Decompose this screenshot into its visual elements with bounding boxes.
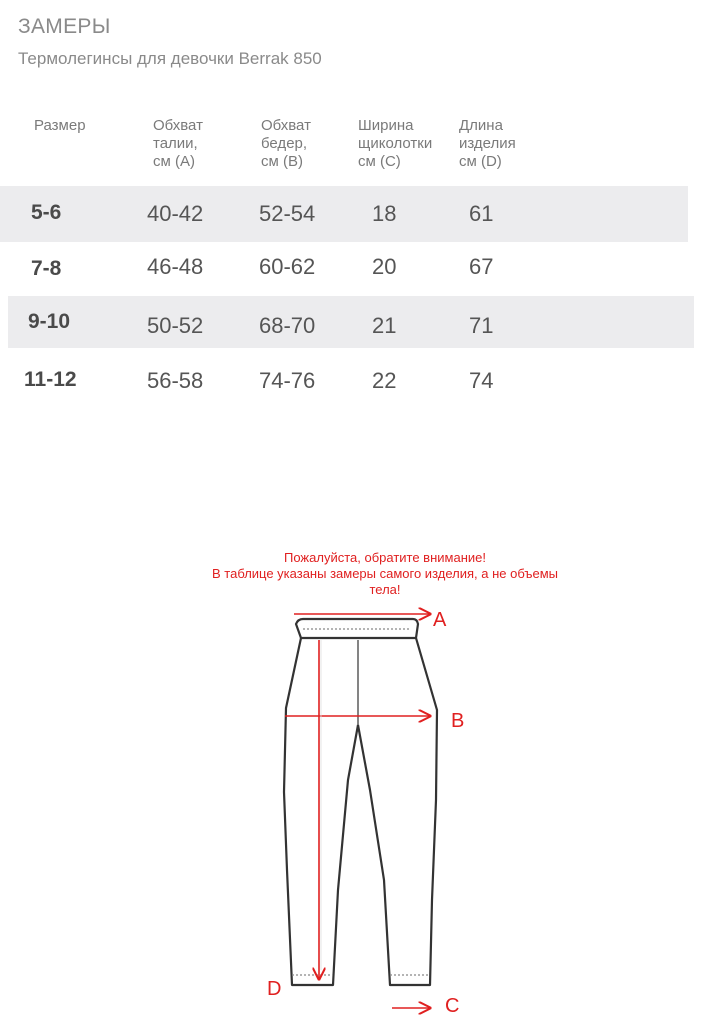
length-cell: 61 [469, 201, 494, 226]
ankle-cell: 18 [372, 201, 397, 226]
note-line: В таблице указаны замеры самого изделия, а не объемы [212, 566, 558, 581]
column-header-size: Размер [34, 117, 86, 134]
hips-cell: 60-62 [259, 254, 316, 279]
hips-cell: 52-54 [259, 201, 316, 226]
column-header-waist: Обхват талии, см (А) [153, 117, 203, 170]
column-header-hips: Обхват бедер, см (B) [261, 117, 311, 170]
waist-cell: 40-42 [147, 201, 204, 226]
label-c: C [445, 995, 460, 1017]
hips-cell: 74-76 [259, 368, 316, 393]
note-line: Пожалуйста, обратите внимание! [284, 550, 486, 565]
note-line: тела! [369, 582, 401, 597]
waist-cell: 56-58 [147, 368, 204, 393]
product-name: Термолегинсы для девочки Berrak 850 [18, 49, 322, 68]
size-cell: 7-8 [31, 257, 62, 280]
label-d: D [267, 978, 282, 1000]
label-a: A [433, 609, 447, 631]
ankle-cell: 20 [372, 254, 397, 279]
page-title: ЗАМЕРЫ [18, 15, 111, 38]
length-cell: 71 [469, 313, 494, 338]
column-header-ankle: Ширина щиколотки см (С) [358, 117, 433, 170]
length-cell: 74 [469, 368, 494, 393]
ankle-cell: 22 [372, 368, 397, 393]
hips-cell: 68-70 [259, 313, 316, 338]
leggings-outline [284, 619, 437, 985]
label-b: B [451, 710, 465, 732]
column-header-length: Длина изделия см (D) [459, 117, 516, 170]
waist-cell: 46-48 [147, 254, 204, 279]
waist-cell: 50-52 [147, 313, 204, 338]
ankle-cell: 21 [372, 313, 397, 338]
size-cell: 9-10 [28, 310, 71, 333]
size-cell: 5-6 [31, 201, 62, 224]
size-cell: 11-12 [24, 368, 77, 391]
length-cell: 67 [469, 254, 494, 279]
